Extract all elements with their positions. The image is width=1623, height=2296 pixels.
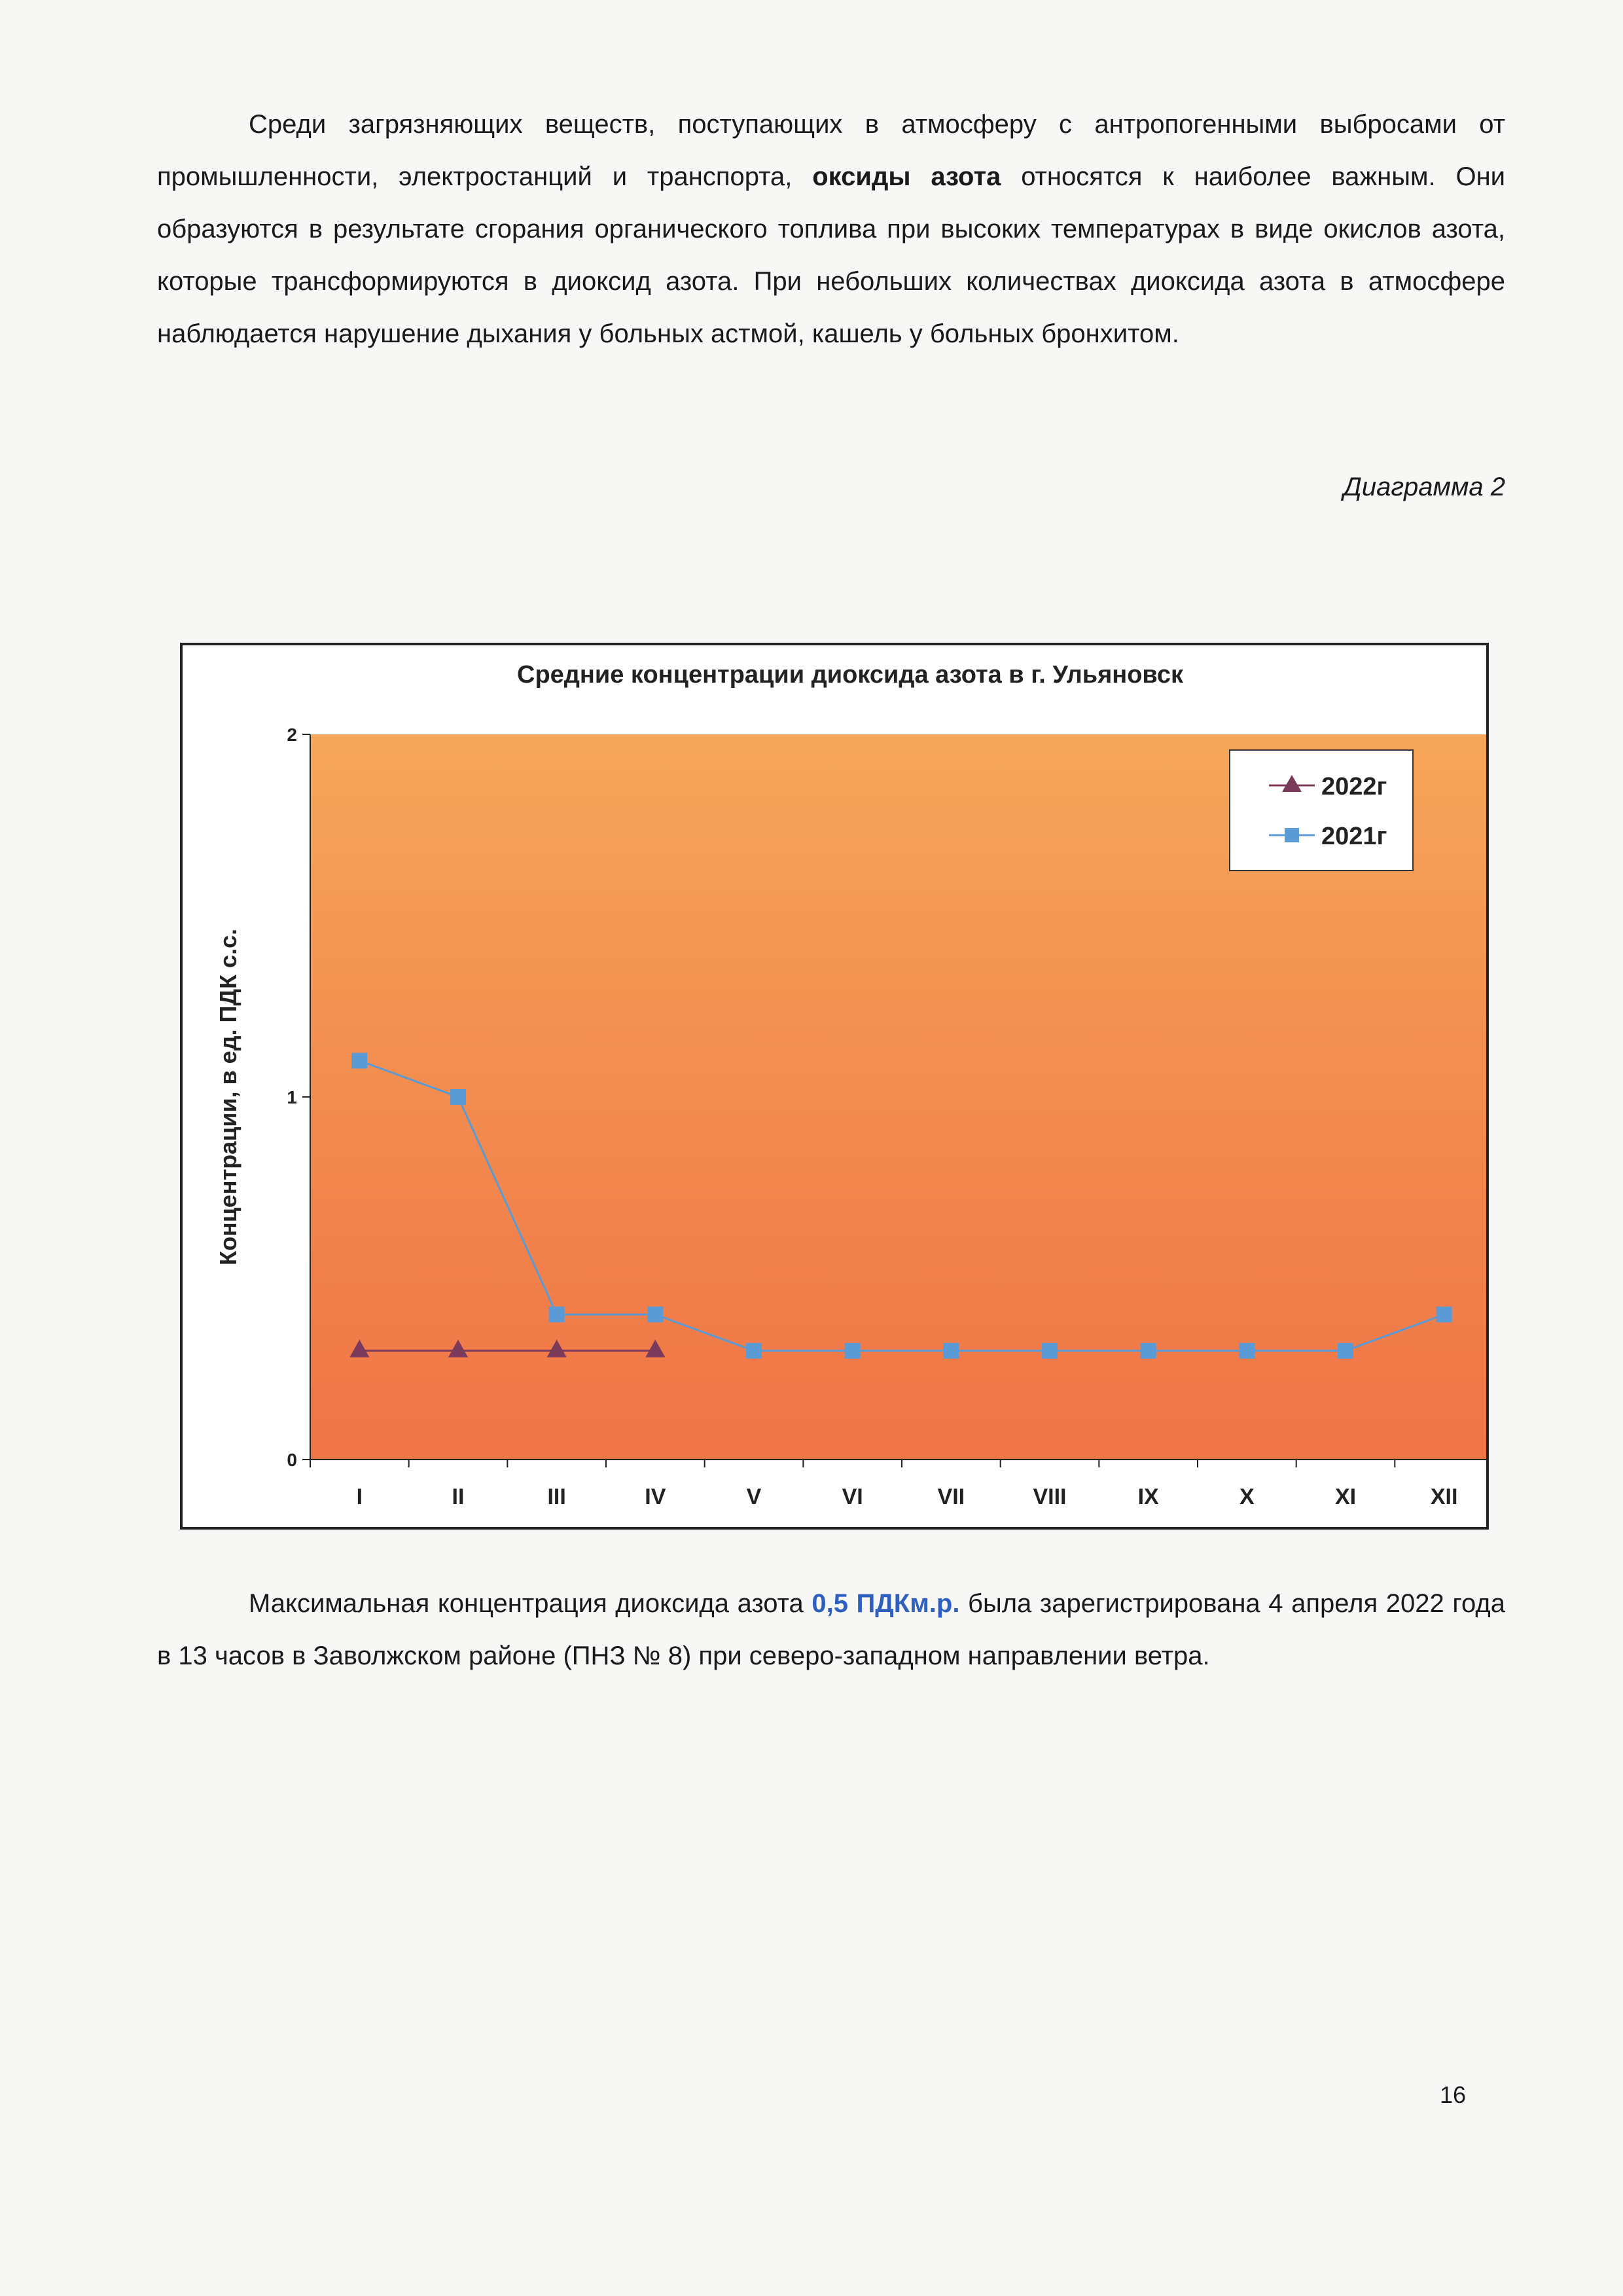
x-tick-label: XI bbox=[1334, 1484, 1357, 1509]
x-tick-label: III bbox=[547, 1484, 566, 1509]
max-concentration-paragraph bbox=[157, 1577, 1505, 1682]
max-text-start: Максимальная концентрация диоксида азота bbox=[249, 1589, 812, 1618]
page-number: 16 bbox=[1439, 2081, 1466, 2108]
max-text-end: была зарегистрирована 4 апреля 2022 года в 13 часов в Заволжском районе (ПНЗ № 8) при северо-западном направлении ветра. bbox=[157, 1589, 1505, 1670]
intro-paragraph bbox=[157, 98, 1505, 360]
data-point-2021г bbox=[1436, 1306, 1452, 1322]
data-point-2021г bbox=[647, 1306, 663, 1322]
y-tick-label: 2 bbox=[287, 725, 297, 745]
chart-title: Средние концентрации диоксида азота в г. Ульяновск bbox=[517, 661, 1183, 689]
data-point-2021г bbox=[549, 1306, 565, 1322]
data-point-2021г bbox=[845, 1343, 861, 1359]
legend-box bbox=[1230, 750, 1413, 870]
legend-label-2022: 2022г bbox=[1321, 773, 1387, 800]
data-point-2021г bbox=[351, 1053, 367, 1069]
data-point-2021г bbox=[1042, 1343, 1058, 1359]
x-tick-label: IX bbox=[1137, 1484, 1159, 1509]
diagram-caption: Диаграмма 2 bbox=[1343, 473, 1505, 501]
data-point-2021г bbox=[1338, 1343, 1353, 1359]
data-point-2021г bbox=[1141, 1343, 1156, 1359]
y-axis-label: Концентрации, в ед. ПДК с.с. bbox=[215, 928, 241, 1266]
x-tick-label: XII bbox=[1430, 1484, 1458, 1509]
intro-bold-term: оксиды азота bbox=[812, 162, 1001, 191]
data-point-2021г bbox=[746, 1343, 762, 1359]
data-point-2021г bbox=[1239, 1343, 1255, 1359]
x-tick-label: IV bbox=[645, 1484, 666, 1509]
legend-label-2021: 2021г bbox=[1321, 823, 1387, 850]
data-point-2021г bbox=[450, 1089, 466, 1105]
intro-text-start: Среди загрязняющих веществ, поступающих в атмосферу с антропогенными выбросами от промышленности, электростанций и транспорта, bbox=[157, 110, 1505, 191]
max-value-highlight: 0,5 ПДКм.р. bbox=[812, 1589, 960, 1618]
line-chart bbox=[183, 645, 1486, 1527]
data-point-2021г bbox=[943, 1343, 959, 1359]
y-tick-label: 1 bbox=[287, 1087, 297, 1107]
x-tick-label: I bbox=[356, 1484, 363, 1509]
x-tick-label: X bbox=[1239, 1484, 1255, 1509]
legend bbox=[1230, 750, 1413, 870]
x-tick-label: V bbox=[746, 1484, 762, 1509]
x-tick-label: VII bbox=[937, 1484, 965, 1509]
x-tick-label: VIII bbox=[1033, 1484, 1067, 1509]
x-tick-label: II bbox=[452, 1484, 465, 1509]
chart-frame bbox=[180, 643, 1489, 1530]
legend-marker-2021 bbox=[1285, 828, 1299, 842]
intro-text-end: относятся к наиболее важным. Они образуются в результате сгорания органического топлива при высоких температурах в виде окислов азота, которые трансформируются в диоксид азота. При небольших количествах диоксида азота в атмосфере наблюдается нарушение дыхания у больных астмой, кашель у больных бронхитом. bbox=[157, 162, 1505, 348]
y-tick-label: 0 bbox=[287, 1450, 297, 1470]
x-tick-label: VI bbox=[842, 1484, 863, 1509]
